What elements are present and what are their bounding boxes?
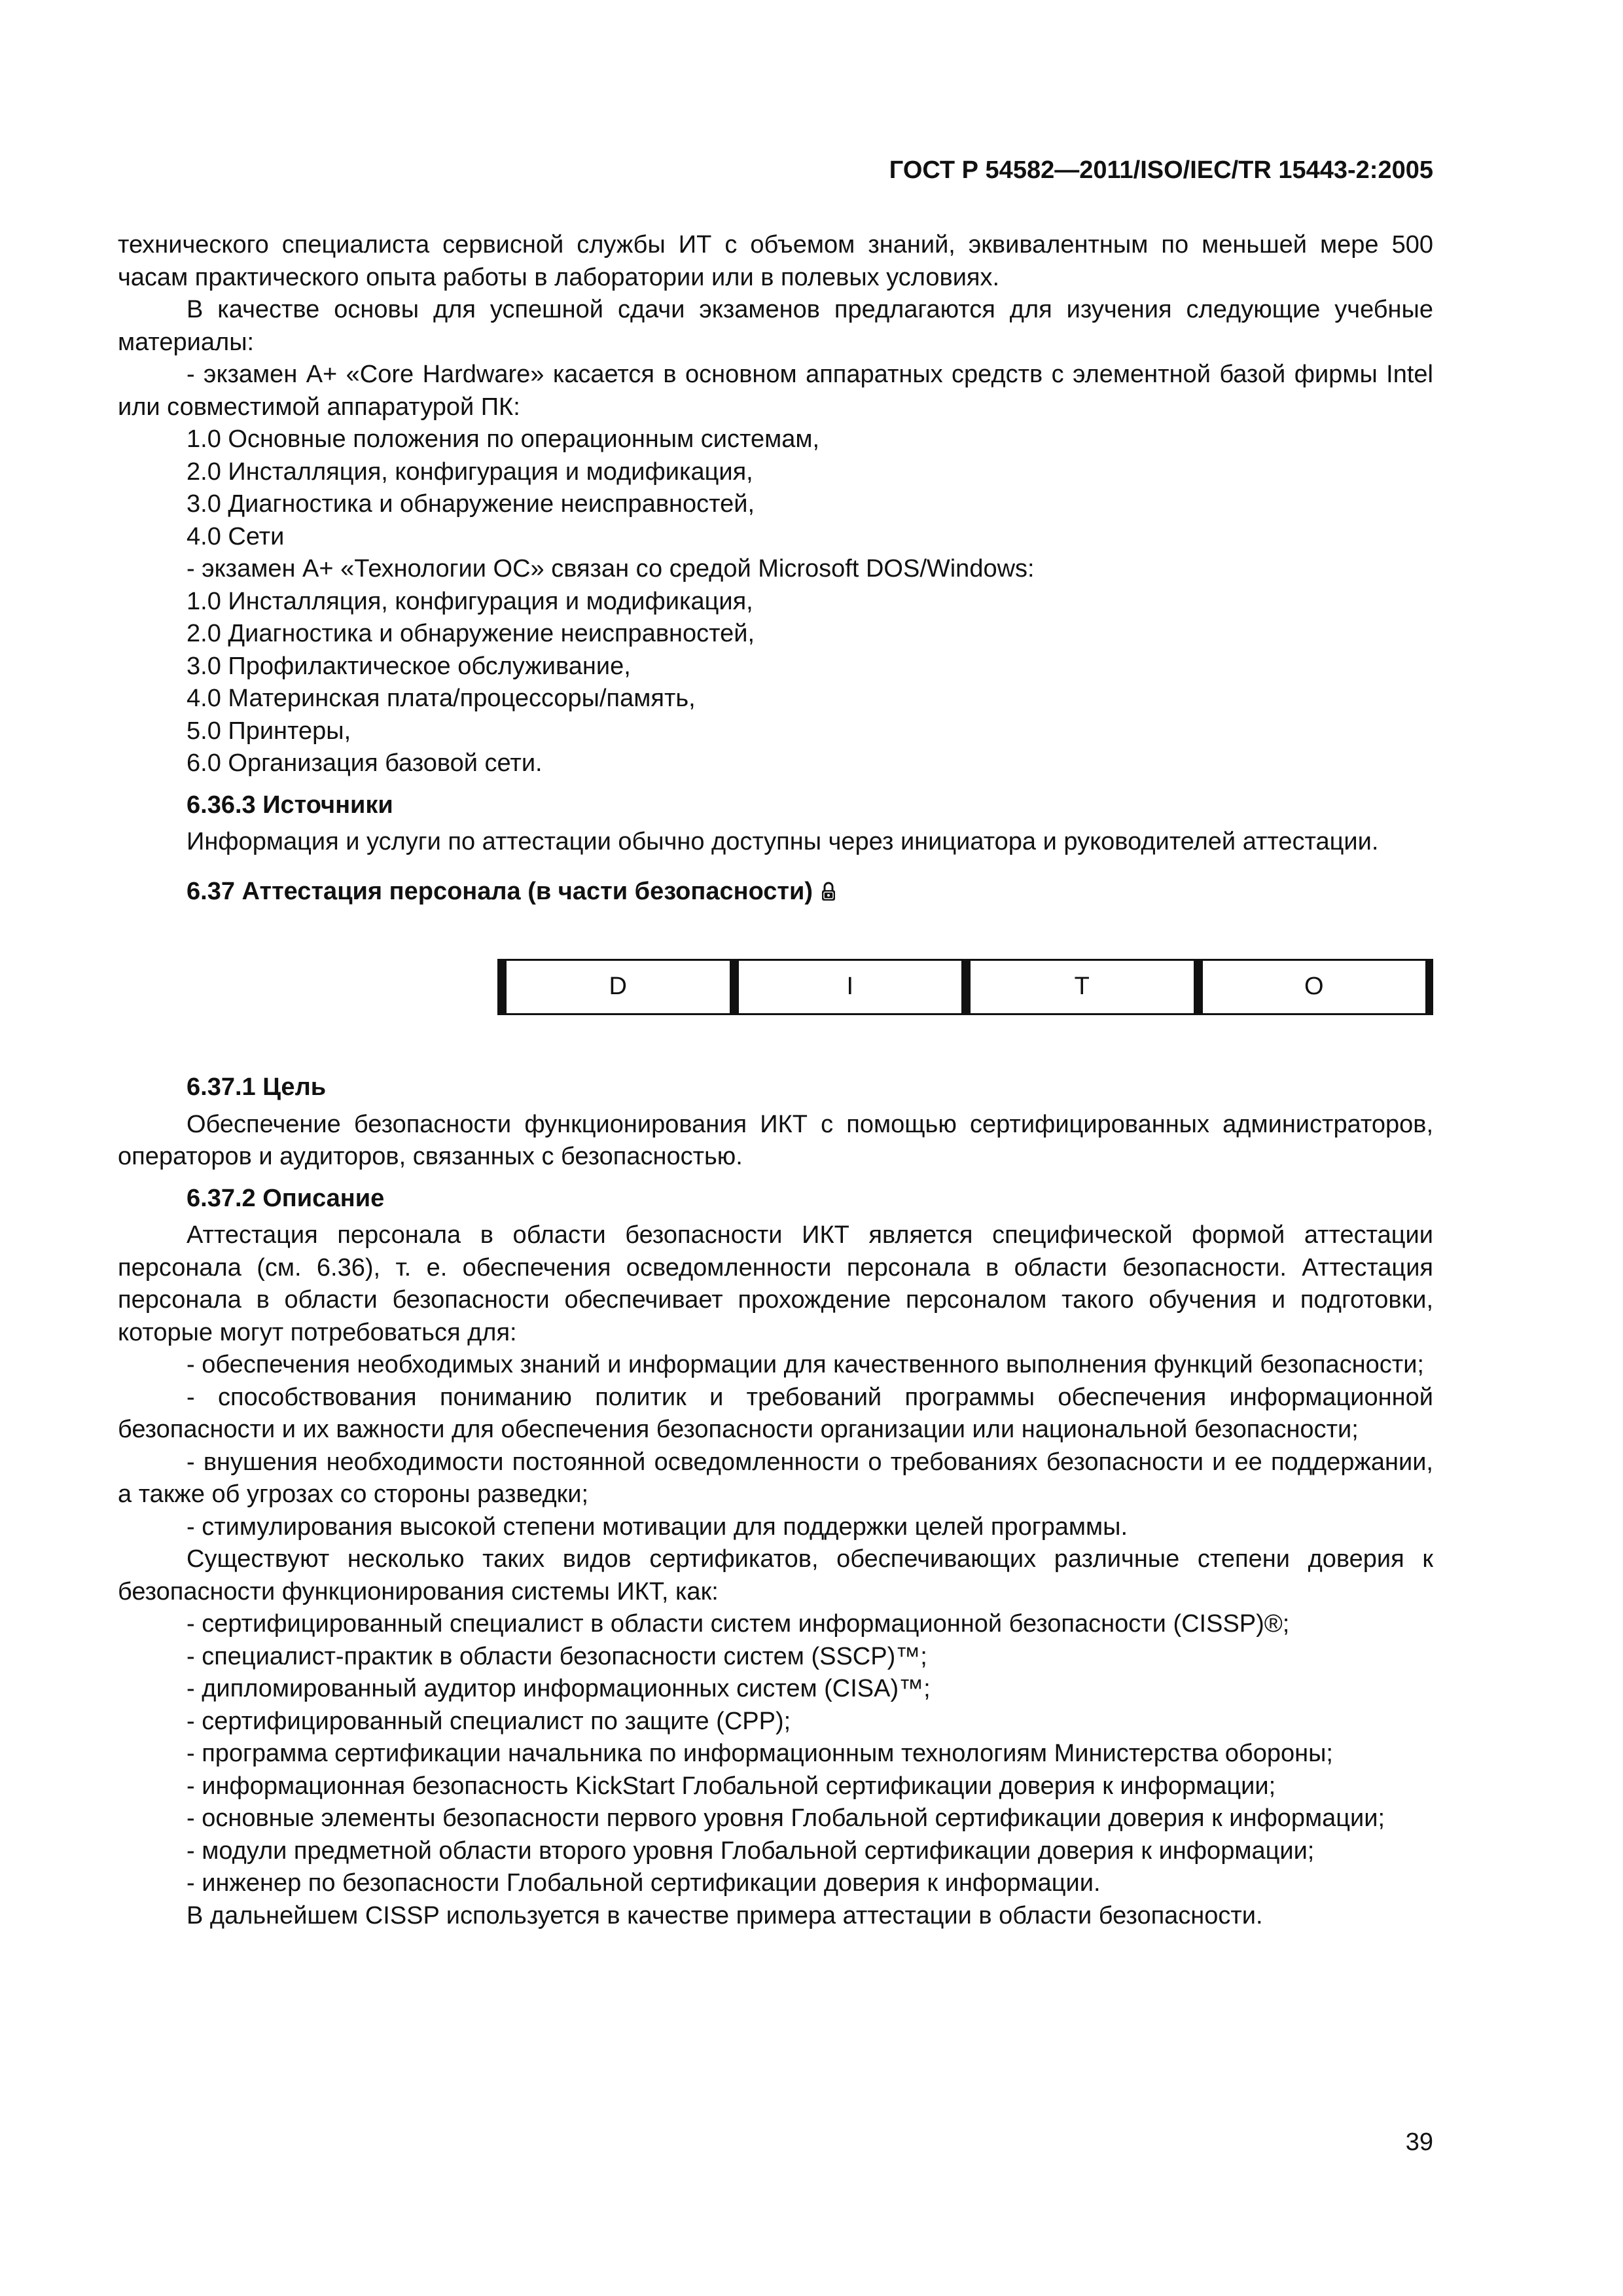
lock-icon bbox=[821, 881, 836, 902]
paragraph-sources: Информация и услуги по аттестации обычно доступны через инициатора и руководителей аттестации. bbox=[187, 828, 1379, 855]
list-item: 3.0 Профилактическое обслуживание, bbox=[187, 652, 631, 680]
list-item: 2.0 Инсталляция, конфигурация и модификация, bbox=[187, 457, 753, 486]
list-item: - программа сертификации начальника по информационным технологиям Министерства обороны; bbox=[187, 1740, 1333, 1767]
paragraph-certificates: Существуют несколько таких видов сертификатов, обеспечивающих различные степени доверия к безопасности функционирования системы ИКТ, как: bbox=[118, 1545, 1433, 1605]
paragraph-continuation: технического специалиста сервисной службы ИТ с объемом знаний, эквивалентным по меньшей мере 500 часам практического опыта работы в лаборатории или в полевых условиях. bbox=[118, 231, 1433, 291]
page-number: 39 bbox=[1405, 2128, 1433, 2156]
paragraph-description: Аттестация персонала в области безопасности ИКТ является специфической формой аттестации персонала (см. 6.36), т. е. обеспечения осведомленности персонала в области безопасности. Аттестация персонала в области безопасности обеспечивает прохождение персоналом такого обучения и подготовки, которые могут потребоваться для: bbox=[118, 1221, 1433, 1346]
list-item: - дипломированный аудитор информационных систем (CISA)™; bbox=[187, 1675, 931, 1702]
dito-cell-implementation: I bbox=[730, 961, 962, 1013]
list-item: 5.0 Принтеры, bbox=[187, 717, 351, 745]
paragraph-materials: В качестве основы для успешной сдачи экзаменов предлагаются для изучения следующие учебные материалы: bbox=[118, 296, 1433, 356]
section-heading-6-36-3: 6.36.3 Источники bbox=[187, 791, 393, 819]
exam-2-description: - экзамен А+ «Технологии ОС» связан со средой Microsoft DOS/Windows: bbox=[187, 555, 1035, 583]
list-item: - сертифицированный специалист в области систем информационной безопасности (CISSP)®; bbox=[187, 1610, 1290, 1638]
list-item: - способствования пониманию политик и требований программы обеспечения информационной безопасности и их важности для обеспечения безопасности организации или национальной безопасности; bbox=[118, 1383, 1433, 1443]
dito-cell-transition: T bbox=[961, 961, 1194, 1013]
dito-cell-operation: O bbox=[1194, 961, 1426, 1013]
section-heading-6-37 bbox=[118, 876, 1433, 908]
exam-1-description: - экзамен А+ «Core Hardware» касается в основном аппаратных средств с элементной базой фирмы Intel или совместимой аппаратурой ПК: bbox=[118, 361, 1433, 421]
list-item: - специалист-практик в области безопасности систем (SSCP)™; bbox=[187, 1642, 927, 1670]
document-header: ГОСТ Р 54582—2011/ISO/IEC/TR 15443-2:2005 bbox=[889, 156, 1433, 184]
list-item: - информационная безопасность KickStart Глобальной сертификации доверия к информации; bbox=[187, 1772, 1276, 1800]
paragraph-cissp-example: В дальнейшем CISSP используется в качестве примера аттестации в области безопасности. bbox=[187, 1901, 1263, 1929]
list-item: 6.0 Организация базовой сети. bbox=[187, 749, 543, 777]
list-item: - инженер по безопасности Глобальной сертификации доверия к информации. bbox=[187, 1869, 1101, 1897]
document-body bbox=[118, 229, 1433, 1932]
section-heading-6-37-2: 6.37.2 Описание bbox=[187, 1184, 385, 1212]
dito-cell-design: D bbox=[497, 961, 730, 1013]
list-item: - модули предметной области второго уровня Глобальной сертификации доверия к информации; bbox=[187, 1837, 1315, 1865]
list-item: - основные элементы безопасности первого уровня Глобальной сертификации доверия к информации; bbox=[187, 1804, 1385, 1832]
section-heading-6-37-1: 6.37.1 Цель bbox=[187, 1073, 327, 1101]
list-item: 4.0 Материнская плата/процессоры/память, bbox=[187, 685, 696, 712]
list-item: - обеспечения необходимых знаний и информации для качественного выполнения функций безопасности; bbox=[187, 1351, 1424, 1378]
section-heading-6-37-text: 6.37 Аттестация персонала (в части безопасности) bbox=[187, 877, 813, 905]
list-item: 1.0 Основные положения по операционным системам, bbox=[187, 425, 820, 453]
dito-lifecycle-table bbox=[497, 959, 1433, 1015]
list-item: 2.0 Диагностика и обнаружение неисправностей, bbox=[187, 620, 755, 647]
list-item: - внушения необходимости постоянной осведомленности о требованиях безопасности и ее поддержании, а также об угрозах со стороны разведки; bbox=[118, 1448, 1433, 1508]
list-item: - стимулирования высокой степени мотивации для поддержки целей программы. bbox=[187, 1513, 1128, 1541]
paragraph-purpose: Обеспечение безопасности функционирования ИКТ с помощью сертифицированных администраторов, операторов и аудиторов, связанных с безопасностью. bbox=[118, 1110, 1433, 1170]
list-item: 4.0 Сети bbox=[187, 522, 285, 550]
list-item: 3.0 Диагностика и обнаружение неисправностей, bbox=[187, 490, 755, 518]
list-item: 1.0 Инсталляция, конфигурация и модификация, bbox=[187, 587, 753, 615]
list-item: - сертифицированный специалист по защите (СРР); bbox=[187, 1707, 791, 1735]
